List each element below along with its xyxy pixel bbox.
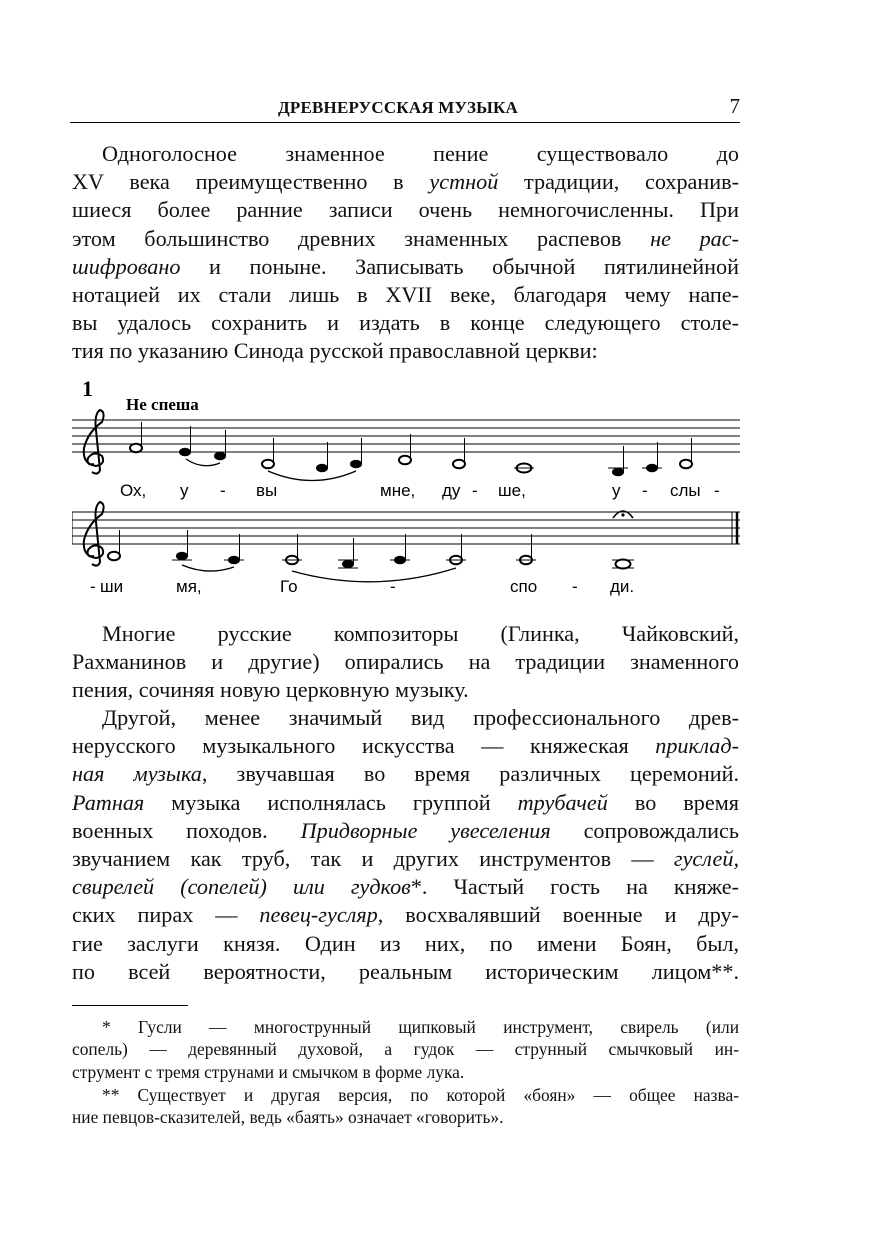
quarter-note xyxy=(394,556,406,565)
slur xyxy=(292,568,456,582)
quarter-note xyxy=(646,464,658,473)
text-line: этом большинство древних знаменных распевов не рас- xyxy=(72,225,739,251)
lyric-syllable: у xyxy=(612,481,621,500)
text-line: ских пирах — певец-гусляр, восхвалявший военные и дру- xyxy=(72,902,739,928)
lyric-hyphen: - xyxy=(390,577,396,596)
running-title: ДРЕВНЕРУССКАЯ МУЗЫКА xyxy=(278,98,519,117)
page-number: 7 xyxy=(729,94,740,118)
quarter-note xyxy=(214,452,226,461)
lyric-hyphen: - xyxy=(642,481,648,500)
lyric-hyphen: - xyxy=(472,481,478,500)
fermata-dot xyxy=(621,513,624,516)
half-note xyxy=(130,444,142,453)
text-line: гие заслуги князя. Один из них, по имени Боян, был, xyxy=(72,930,739,956)
notes-staff-1 xyxy=(130,422,692,481)
half-note xyxy=(399,456,411,465)
lyric-syllable: ду xyxy=(442,481,461,500)
lyric-syllable: слы xyxy=(670,481,701,500)
text-line: XV века преимущественно в устной традиции, сохранив- xyxy=(72,169,740,195)
lyric-syllable: вы xyxy=(256,481,278,500)
quarter-note xyxy=(350,460,362,469)
footnote-line: * Гусли — многострунный щипковый инструмент, свирель (или xyxy=(102,1017,739,1037)
text-line: тия по указанию Синода русской православной церкви: xyxy=(72,338,598,364)
slur xyxy=(268,471,356,481)
footnote-separator xyxy=(72,1005,188,1006)
text-line: по всей вероятности, реальным историческим лицом**. xyxy=(72,958,739,984)
paragraph-1 xyxy=(72,140,739,366)
text-line: Другой, менее значимый вид профессионального древ- xyxy=(102,705,739,730)
lyric-hyphen: - xyxy=(714,481,720,500)
music-example xyxy=(72,372,742,612)
running-header xyxy=(70,96,740,123)
footnote-line: струмент с тремя струнами и смычком в форме лука. xyxy=(72,1061,465,1082)
half-note xyxy=(108,552,120,561)
half-note xyxy=(680,460,692,469)
text-line: Одноголосное знаменное пение существовало до xyxy=(102,141,739,166)
text-line: шифровано и поныне. Записывать обычной пятилинейной xyxy=(72,253,739,279)
footnote-line: ** Существует и другая версия, по которой «боян» — общее назва- xyxy=(102,1085,739,1105)
text-line: нерусского музыкального искусства — княжеская приклад- xyxy=(72,733,739,759)
quarter-note xyxy=(179,448,191,457)
text-line: военных походов. Придворные увеселения сопровождались xyxy=(72,817,740,843)
lyric-hyphen: - xyxy=(572,577,578,596)
lyrics-1 xyxy=(120,481,720,500)
staff-1 xyxy=(72,420,740,452)
tempo-marking: Не спеша xyxy=(126,395,199,414)
footnote-2 xyxy=(72,1084,739,1129)
footnote-line: ние певцов-сказителей, ведь «баять» означает «говорить». xyxy=(72,1107,504,1128)
quarter-note xyxy=(612,468,624,477)
lyric-hyphen: - xyxy=(90,577,96,596)
text-line: Многие русские композиторы (Глинка, Чайковский, xyxy=(102,621,739,646)
lyric-syllable: Ох, xyxy=(120,481,147,500)
lyric-syllable: ше, xyxy=(498,481,526,500)
text-line: вы удалось сохранить и издать в конце следующего столе- xyxy=(72,310,739,336)
half-note xyxy=(262,460,274,469)
lyric-syllable: мне, xyxy=(380,481,416,500)
quarter-note xyxy=(176,552,188,561)
text-line: Ратная музыка исполнялась группой трубачей во время xyxy=(72,789,739,815)
lyric-syllable: ди. xyxy=(610,577,635,596)
quarter-note xyxy=(228,556,240,565)
notes-staff-2 xyxy=(108,511,634,582)
paragraph-2 xyxy=(72,620,739,705)
footnote-line: сопель) — деревянный духовой, а гудок — струнный смычковый ин- xyxy=(72,1039,739,1060)
paragraph-3 xyxy=(72,704,739,986)
text-line: пения, сочиняя новую церковную музыку. xyxy=(72,677,469,703)
text-line: шиеся более ранние записи очень немногочисленны. При xyxy=(72,197,739,223)
lyric-syllable: ши xyxy=(100,577,124,596)
lyric-syllable: Го xyxy=(280,577,298,596)
footnote-1 xyxy=(72,1016,739,1083)
lyric-hyphen: - xyxy=(220,481,226,500)
lyrics-2 xyxy=(90,577,634,596)
text-line: ная музыка, звучавшая во время различных церемоний. xyxy=(72,761,740,787)
text-line: звучанием как труб, так и других инструментов — гуслей, xyxy=(72,845,739,871)
quarter-note xyxy=(316,464,328,473)
lyric-syllable: у xyxy=(180,481,189,500)
slur xyxy=(186,459,220,466)
whole-note xyxy=(616,560,631,569)
quarter-note xyxy=(342,560,354,569)
slur xyxy=(182,565,234,571)
lyric-syllable: спо xyxy=(510,577,538,596)
example-number: 1 xyxy=(82,376,93,401)
lyric-syllable: мя, xyxy=(176,577,202,596)
text-line: Рахманинов и другие) опирались на традиции знаменного xyxy=(72,649,739,675)
text-line: нотацией их стали лишь в XVII веке, благодаря чему напе- xyxy=(72,281,739,307)
text-line: свирелей (сопелей) или гудков*. Частый гость на княже- xyxy=(72,874,739,900)
half-note xyxy=(453,460,465,469)
